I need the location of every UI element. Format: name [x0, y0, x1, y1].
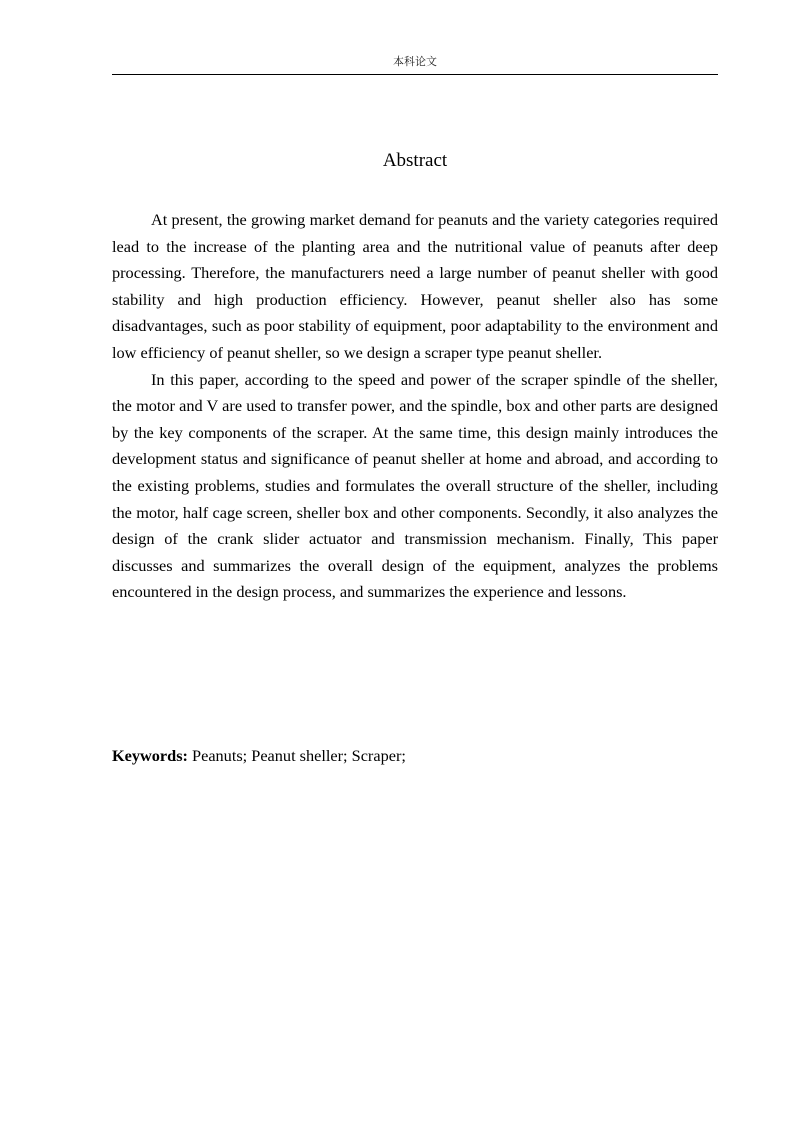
abstract-paragraph-2: In this paper, according to the speed and power of the scraper spindle of the sheller, the motor and V are used to transfer power, and the spindle, box and other parts are designed by the key components of the scraper. At the same time, this design mainly introduces the development status and significance of peanut sheller at home and abroad, and according to the existing problems, studies and formulates the overall structure of the sheller, including the motor, half cage screen, sheller box and other components. Secondly, it also analyzes the design of the crank slider actuator and transmission mechanism. Finally, This paper discusses and summarizes the overall design of the equipment, analyzes the problems encountered in the design process, and summarizes the experience and lessons.	[112, 369, 718, 602]
abstract-body	[112, 207, 718, 606]
page-header	[112, 52, 718, 75]
keywords-line	[112, 743, 718, 769]
abstract-title: Abstract	[382, 150, 448, 171]
keywords-text: Peanuts; Peanut sheller; Scraper;	[187, 746, 406, 765]
keywords-label: Keywords:	[112, 746, 188, 765]
running-title: 本科论文	[393, 55, 437, 68]
abstract-paragraph-1: At present, the growing market demand for peanuts and the variety categories required lead to the increase of the planting area and the nutritional value of peanuts after deep processing. Therefore, the manufacturers need a large number of peanut sheller with good stability and high production efficiency. However, peanut sheller also has some disadvantages, such as poor stability of equipment, poor adaptability to the environment and low efficiency of peanut sheller, so we design a scraper type peanut sheller.	[112, 210, 718, 362]
